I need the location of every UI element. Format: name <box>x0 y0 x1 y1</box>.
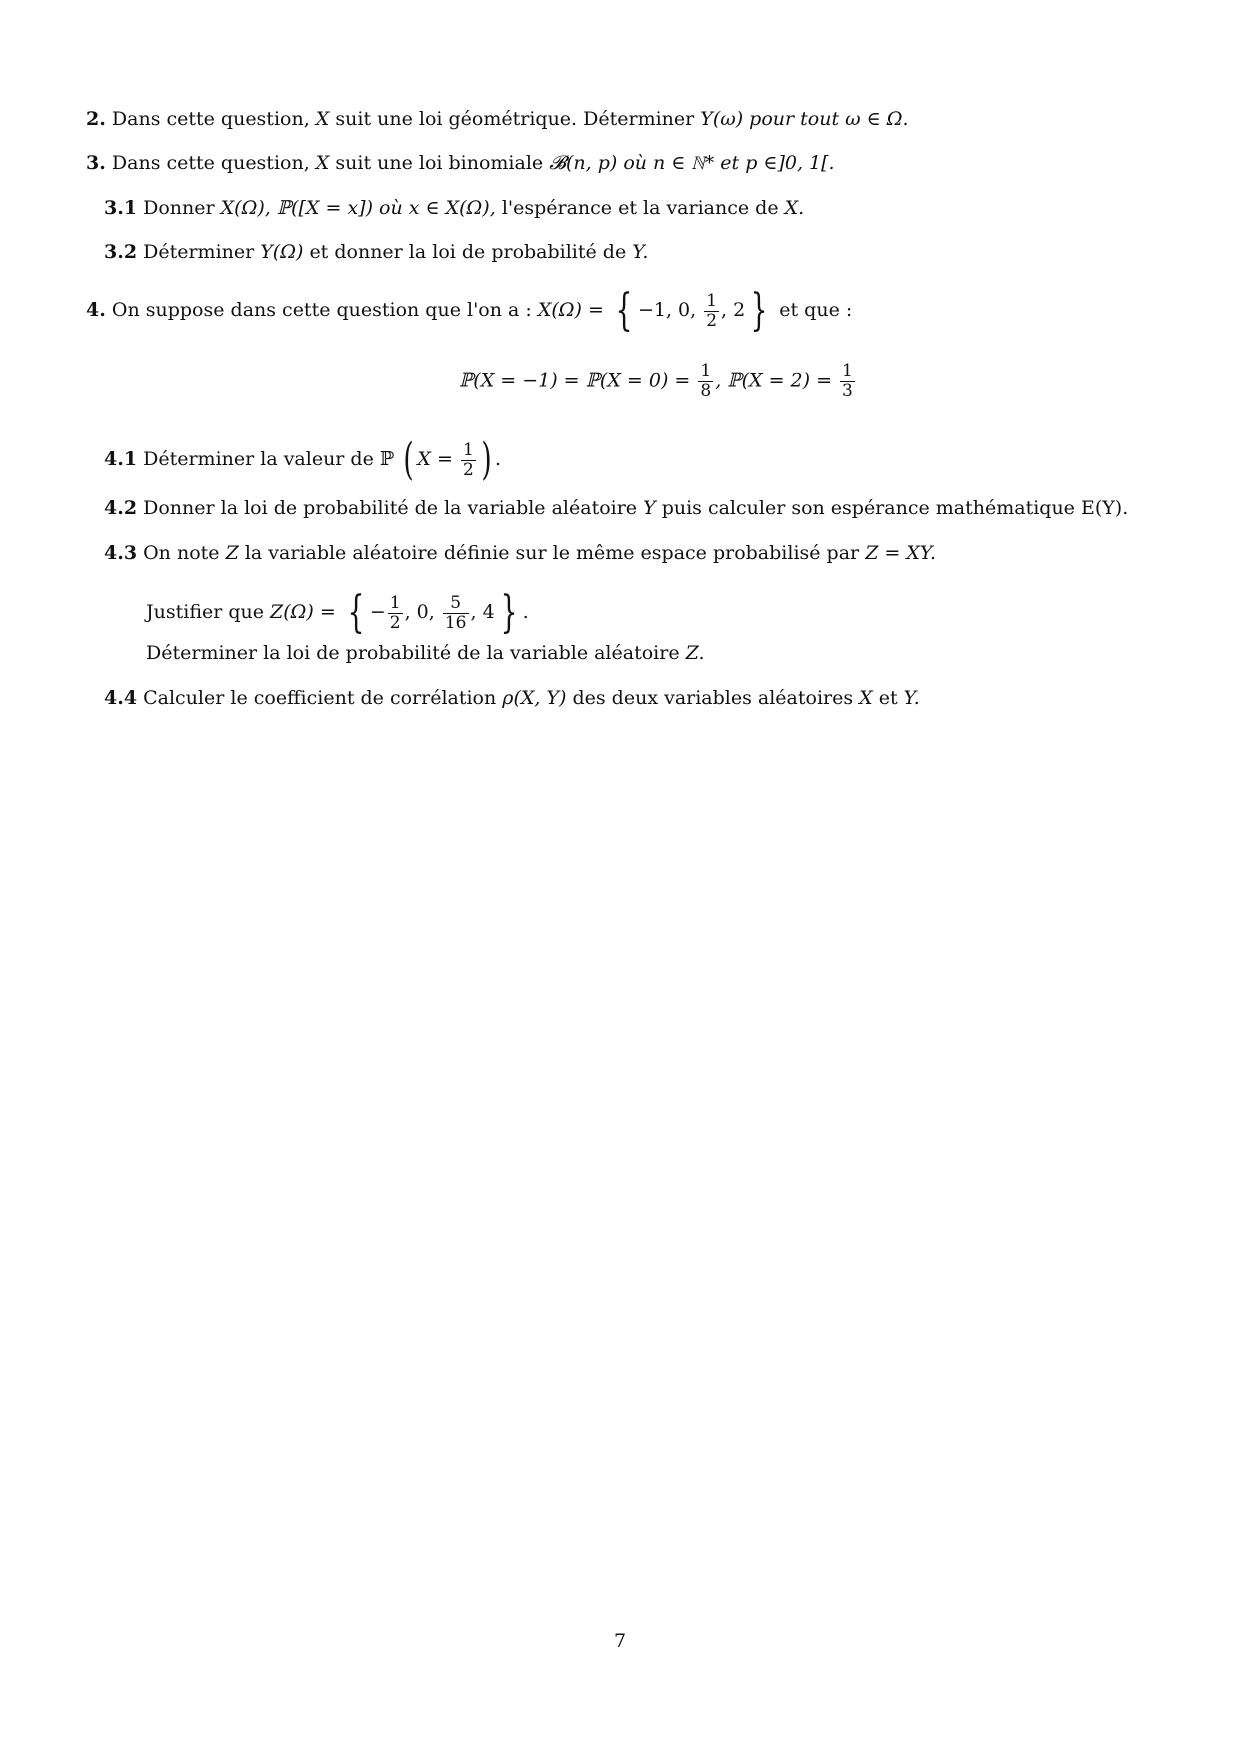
question-text: Donner la loi de probabilité de la variable aléatoire <box>143 497 638 519</box>
numerator: 1 <box>706 290 718 311</box>
math-expression: X = <box>417 448 453 470</box>
question-text: puis calculer son espérance mathématique <box>661 497 1075 519</box>
question-number: 4.1 <box>104 448 138 470</box>
brace-close: } <box>750 285 768 336</box>
numerator: 1 <box>842 361 853 381</box>
set-element: −1, 0, <box>637 299 697 321</box>
question-text: Déterminer la loi de probabilité de la variable aléatoire <box>146 642 680 664</box>
numerator: 1 <box>389 592 401 613</box>
question-4-2 <box>104 496 1128 520</box>
fraction <box>461 441 476 480</box>
math-expression: Z(Ω) = <box>270 601 336 623</box>
denominator: 3 <box>842 381 853 401</box>
math-expression: Y(Ω) <box>260 241 304 263</box>
fraction <box>388 594 403 633</box>
question-text: Calculer le coefficient de corrélation <box>143 687 497 709</box>
question-text: On suppose dans cette question que l'on a : <box>111 299 532 321</box>
math-expression: Z = XY. <box>865 542 937 564</box>
question-text: suit une loi binomiale <box>335 152 544 174</box>
minus-sign: − <box>369 601 386 623</box>
question-text: Donner <box>143 197 215 219</box>
question-number: 4.3 <box>104 542 138 564</box>
question-text: et donner la loi de probabilité de <box>309 241 627 263</box>
denominator: 16 <box>444 612 467 633</box>
math-var: X <box>315 108 330 130</box>
numerator: 1 <box>462 439 474 460</box>
math-var: X <box>859 687 873 709</box>
numerator: 5 <box>443 594 469 614</box>
paren-close: ) <box>481 434 492 485</box>
fraction <box>704 292 719 331</box>
question-number: 4.4 <box>104 687 138 709</box>
numerator: 1 <box>700 361 712 381</box>
math-var: Z. <box>685 642 705 664</box>
math-expression: , ℙ(X = 2) = <box>715 369 832 392</box>
set-element: , 2 <box>721 299 746 321</box>
denominator: 8 <box>700 381 712 401</box>
question-number: 3. <box>86 152 106 174</box>
question-4 <box>86 285 853 336</box>
math-expression: X(Ω), ℙ([X = x]) où x ∈ X(Ω), <box>220 197 496 219</box>
question-4-3 <box>104 541 936 565</box>
question-number: 3.2 <box>104 241 138 263</box>
question-text: Justifier que <box>146 601 264 623</box>
math-expression: ℙ(X = −1) = ℙ(X = 0) = <box>459 369 691 392</box>
denominator: 2 <box>706 310 718 331</box>
math-expression: ρ(X, Y) <box>502 687 567 709</box>
question-2 <box>86 107 909 131</box>
math-var: Z <box>225 542 239 564</box>
question-text: et que : <box>779 299 853 321</box>
question-3-2 <box>104 240 648 264</box>
question-text: Déterminer <box>143 241 255 263</box>
question-text: la variable aléatoire définie sur le même espace probabilisé par <box>244 542 860 564</box>
brace-open: { <box>347 587 365 638</box>
set-element: , 4 <box>470 601 495 623</box>
question-text: Dans cette question, <box>111 108 310 130</box>
math-var: X <box>315 152 330 174</box>
question-text: suit une loi géométrique. Déterminer <box>335 108 695 130</box>
math-expression: 𝓑(n, p) où n ∈ ℕ* et p ∈]0, 1[. <box>549 152 835 174</box>
question-number: 4. <box>86 299 106 321</box>
question-text: Dans cette question, <box>111 152 310 174</box>
punctuation: . <box>494 448 501 470</box>
math-expression: X(Ω) = <box>537 299 604 321</box>
question-3-1 <box>104 196 804 220</box>
question-text: l'espérance et la variance de <box>501 197 779 219</box>
math-var: Y. <box>903 687 920 709</box>
question-4-3-determine <box>146 641 705 665</box>
math-expression: Y(ω) pour tout ω ∈ Ω. <box>700 108 909 130</box>
math-var: Y <box>643 497 656 519</box>
punctuation: . <box>522 601 529 623</box>
question-4-1 <box>104 434 501 485</box>
question-number: 4.2 <box>104 497 138 519</box>
fraction <box>840 362 855 401</box>
set-element: , 0, <box>404 601 435 623</box>
brace-close: } <box>500 587 518 638</box>
brace-open: { <box>615 285 633 336</box>
question-text: des deux variables aléatoires <box>572 687 854 709</box>
question-number: 2. <box>86 108 106 130</box>
question-3 <box>86 151 835 175</box>
denominator: 2 <box>462 459 474 480</box>
fraction <box>698 362 713 401</box>
math-var: X. <box>784 197 805 219</box>
question-text: et <box>878 687 898 709</box>
question-text: On note <box>143 542 220 564</box>
fraction <box>443 594 469 633</box>
denominator: 2 <box>389 612 401 633</box>
paren-open: ( <box>403 434 414 485</box>
probability-equation <box>459 362 857 401</box>
probability-symbol: ℙ <box>379 448 395 470</box>
question-number: 3.1 <box>104 197 138 219</box>
math-var: Y. <box>632 241 649 263</box>
page-number: 7 <box>613 1630 627 1652</box>
question-4-4 <box>104 686 920 710</box>
question-text: Déterminer la valeur de <box>143 448 374 470</box>
question-4-3-justify <box>146 587 529 638</box>
math-expression: E(Y). <box>1080 497 1129 519</box>
